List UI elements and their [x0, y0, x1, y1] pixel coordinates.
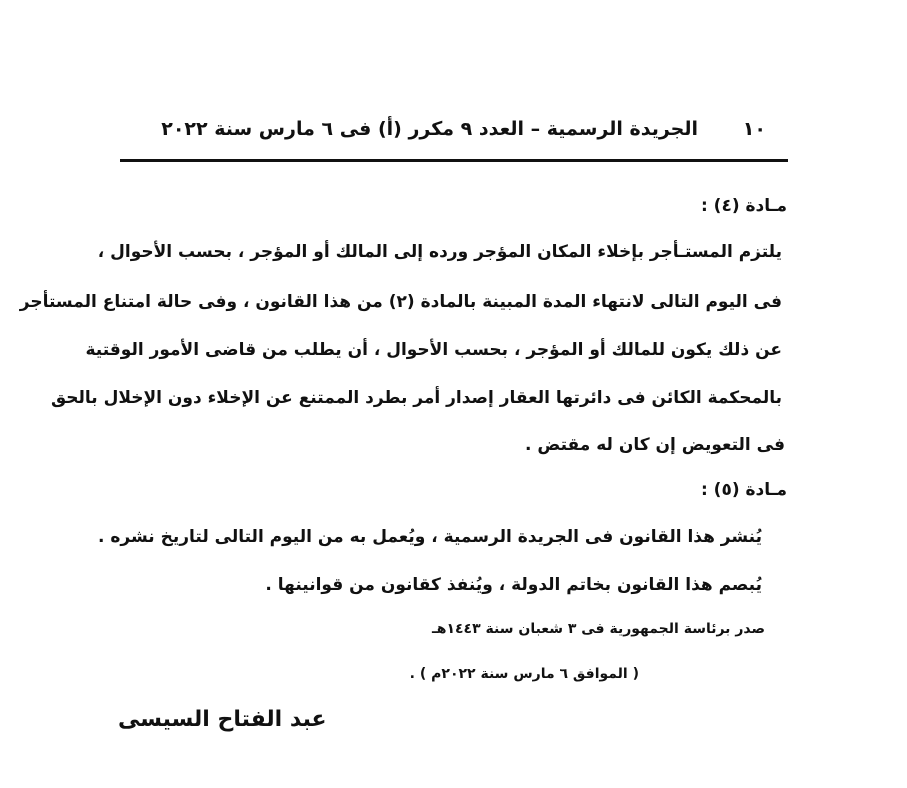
article-4-heading: مـادة (٤) : — [700, 196, 787, 216]
issuance-date-hijri: صدر برئاسة الجمهورية فى ٣ شعبان سنة ١٤٤٣هـ — [431, 621, 765, 637]
article-4-line-4: بالمحكمة الكائن فى دائرتها العقار إصدار أمر بطرد الممتنع عن الإخلاء دون الإخلال بالحق — [50, 388, 782, 408]
article-5-heading: مـادة (٥) : — [700, 480, 787, 500]
article-4-line-3: عن ذلك يكون للمالك أو المؤجر ، بحسب الأحوال ، أن يطلب من قاضى الأمور الوقتية — [85, 340, 782, 360]
signature-name: عبد الفتاح السيسى — [118, 707, 327, 732]
article-4-line-2: فى اليوم التالى لانتهاء المدة المبينة بالمادة (٢) من هذا القانون ، وفى حالة امتناع المستأجر — [19, 292, 782, 312]
page-header — [120, 118, 788, 148]
article-4-line-5: فى التعويض إن كان له مقتض . — [525, 435, 785, 455]
article-4-line-1: يلتزم المستـأجر بإخلاء المكان المؤجر ورده إلى المالك أو المؤجر ، بحسب الأحوال ، — [97, 242, 782, 262]
header-divider — [120, 159, 788, 162]
article-5-line-1: يُنشر هذا القانون فى الجريدة الرسمية ، ويُعمل به من اليوم التالى لتاريخ نشره . — [98, 527, 762, 547]
issuance-date-gregorian: ( الموافق ٦ مارس سنة ٢٠٢٢م ) . — [409, 666, 639, 682]
page-number: ١٠ — [742, 118, 766, 140]
article-5-line-2: يُبصم هذا القانون بخاتم الدولة ، ويُنفذ كقانون من قوانينها . — [265, 575, 762, 595]
gazette-title: الجريدة الرسمية – العدد ٩ مكرر (أ) فى ٦ مارس سنة ٢٠٢٢ — [161, 118, 698, 140]
